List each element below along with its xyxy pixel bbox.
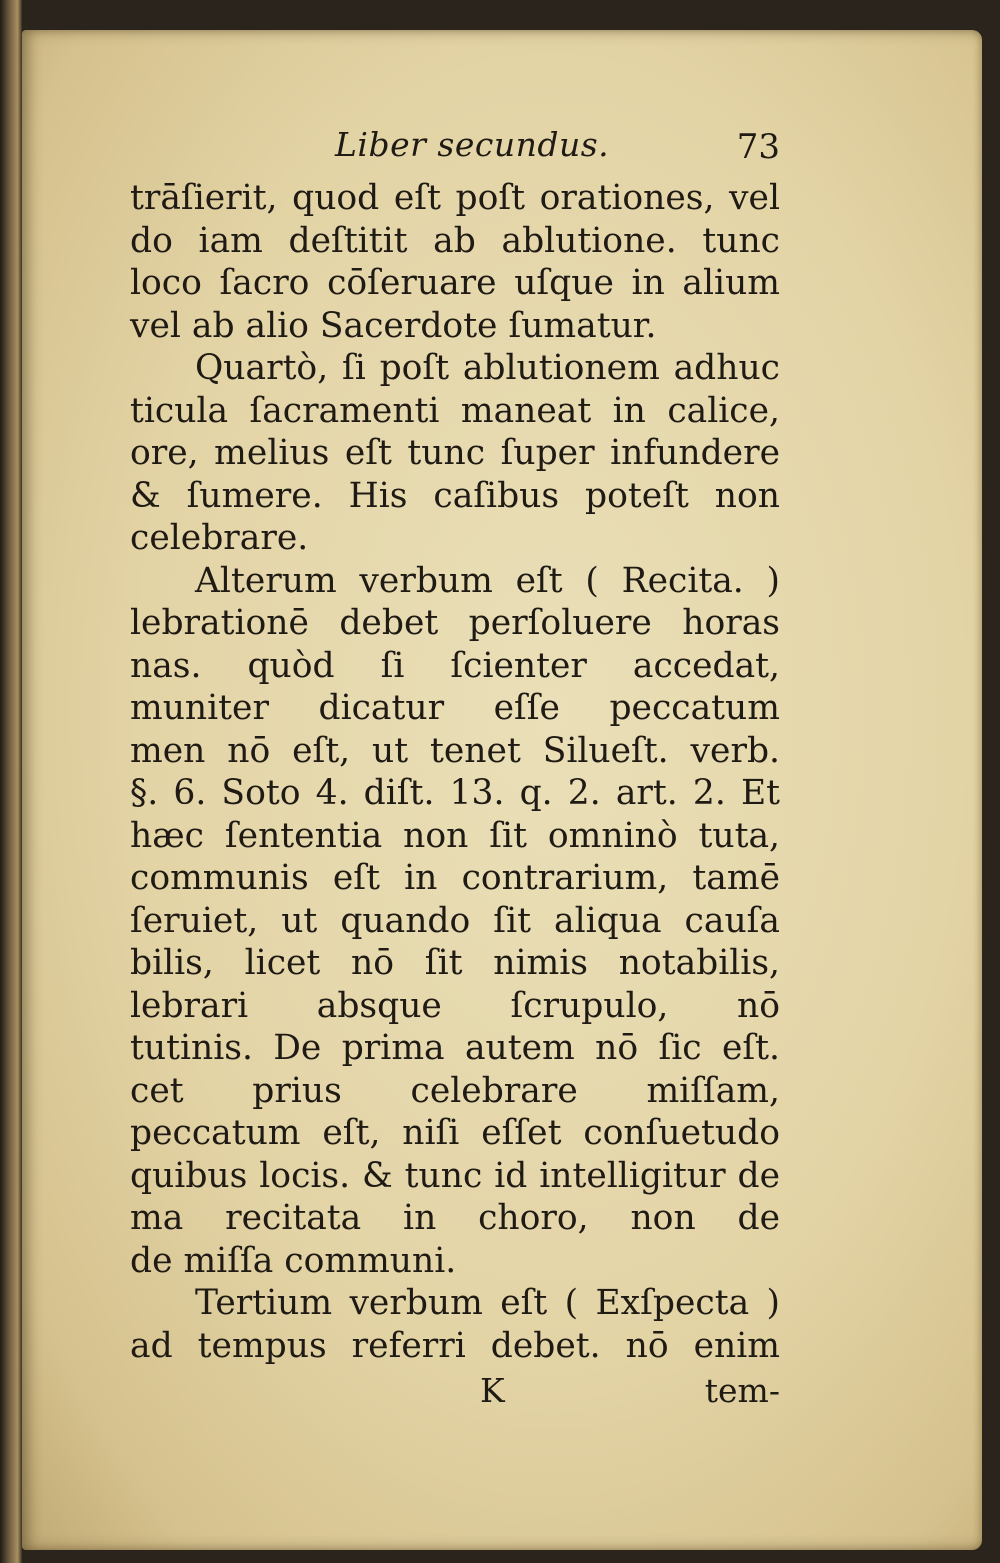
text-line: celebrare. bbox=[130, 518, 309, 558]
text-line: de miſſa communi. bbox=[130, 1240, 457, 1281]
text-line: vel ab alio Sacerdote ſumatur. bbox=[130, 305, 657, 346]
text-line: cet prius celebrare miſſam, bbox=[130, 1070, 780, 1111]
running-head bbox=[130, 125, 780, 177]
text-line: men nō eſt, ut tenet Silueſt. verb. bbox=[130, 730, 780, 771]
text-line: ad tempus referri debet. nō enim bbox=[130, 1325, 780, 1366]
page-footer bbox=[130, 1371, 780, 1415]
running-head-title: Liber secundus. bbox=[335, 125, 610, 164]
text-line: muniter dicatur eſſe peccatum bbox=[130, 688, 780, 728]
page-number: 73 bbox=[736, 127, 780, 167]
text-line: nas. quòd ſi ſcienter accedat, bbox=[130, 645, 780, 686]
text-line: §. 6. Soto 4. diſt. 13. q. 2. art. 2. Et bbox=[130, 773, 780, 813]
text-line: communis eſt in contrarium, tamē bbox=[130, 858, 780, 898]
text-line: tutinis. De prima autem nō ſic eſt. bbox=[130, 1028, 780, 1068]
text-line: ore, melius eſt tunc ſuper infundere bbox=[130, 433, 780, 473]
text-line: bilis, licet nō ſit nimis notabilis, bbox=[130, 943, 780, 983]
body-text bbox=[130, 177, 780, 1367]
book-page bbox=[22, 30, 982, 1550]
text-line: ticula ſacramenti maneat in calice, bbox=[130, 390, 780, 431]
text-line: quibus locis. & tunc id intelligitur de bbox=[130, 1155, 780, 1196]
text-line: Alterum verbum eſt ( Recita. ) bbox=[195, 560, 780, 601]
text-line: trāſierit, quod eſt poſt orationes, vel bbox=[130, 178, 780, 218]
text-line: loco ſacro cōſeruare uſque in alium bbox=[130, 263, 780, 303]
text-line: do iam deſtitit ab ablutione. tunc bbox=[130, 220, 780, 261]
signature-mark: K bbox=[480, 1371, 505, 1410]
catchword: tem- bbox=[704, 1371, 780, 1410]
text-line: ſeruiet, ut quando ſit aliqua cauſa bbox=[130, 900, 780, 941]
facing-page-edge bbox=[0, 0, 22, 1563]
text-line: lebrari absque ſcrupulo, nō bbox=[130, 985, 780, 1026]
text-line: & ſumere. His caſibus poteſt non bbox=[130, 475, 780, 516]
text-line: peccatum eſt, niſi eſſet conſuetudo bbox=[130, 1113, 780, 1153]
page-text-block bbox=[130, 125, 780, 1415]
text-line: lebrationē debet perſoluere horas bbox=[130, 603, 780, 643]
text-line: ma recitata in choro, non de bbox=[130, 1198, 780, 1238]
text-line: hæc ſententia non ſit omninò tuta, bbox=[130, 815, 780, 856]
text-line: Tertium verbum eſt ( Exſpecta ) bbox=[195, 1283, 780, 1323]
text-line: Quartò, ſi poſt ablutionem adhuc bbox=[195, 348, 780, 388]
